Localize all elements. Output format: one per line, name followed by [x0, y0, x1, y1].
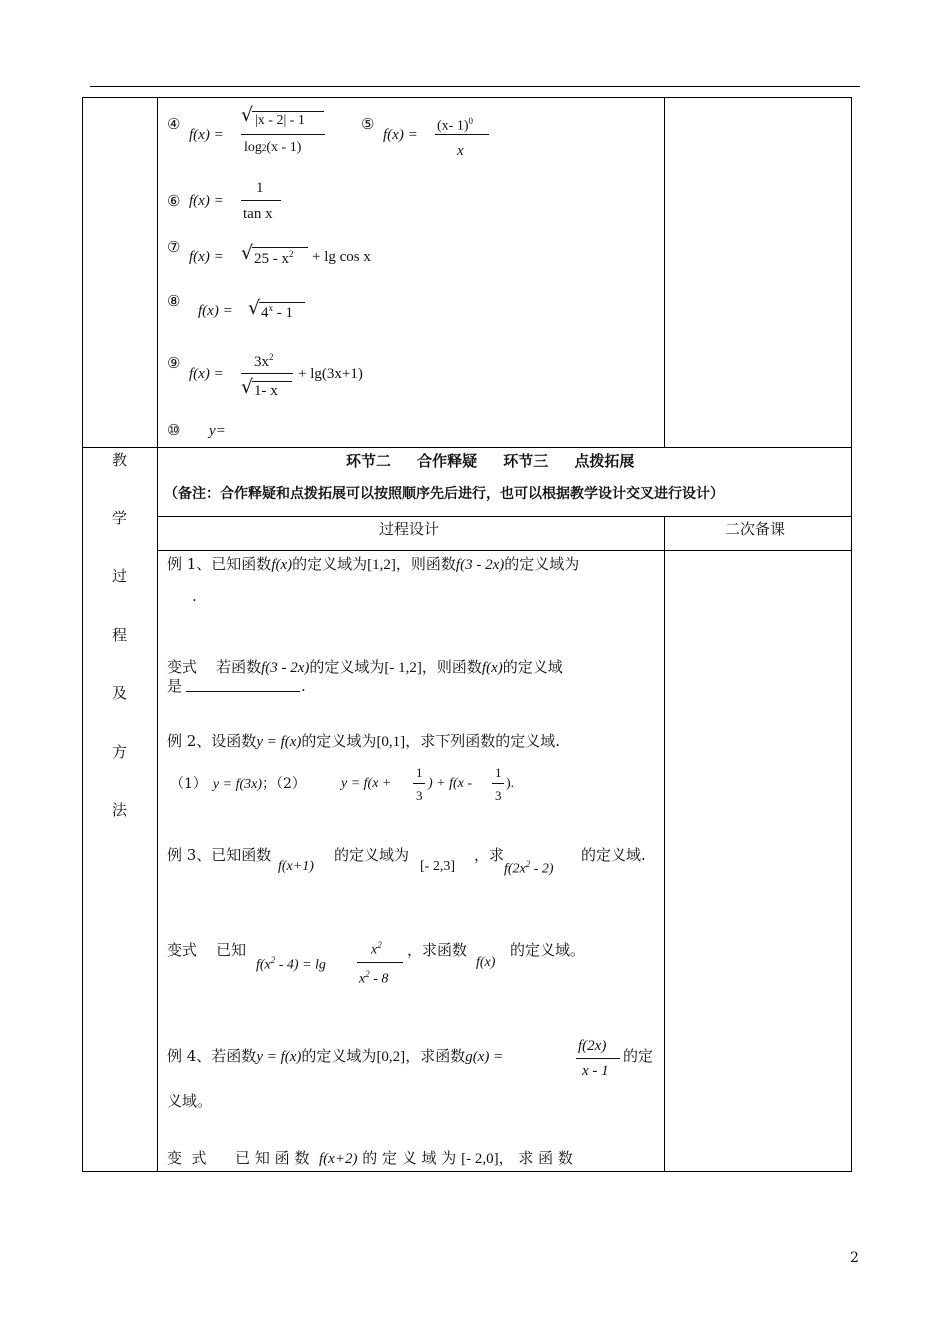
example2-part1: （1） y = f(3x)；（2） [170, 776, 306, 792]
item6-numerator: 1 [256, 180, 264, 196]
example1-line: 例 1、已知函数f(x)的定义域为[1,2]，则函数f(3 - 2x)的定义域为 [167, 555, 580, 573]
item7-tail: + lg cos x [312, 249, 371, 265]
item8-radicand: 4$^x$ - 1 [261, 303, 293, 321]
item5-mark: ⑤ [361, 115, 375, 133]
item4-mark: ④ [167, 115, 181, 133]
example2-part2-a: y = f(x + [341, 776, 392, 791]
left-label-char: 程 [112, 626, 128, 644]
example4-line: 例 4、若函数y = f(x)的定义域为[0,2]，求函数g(x) = [167, 1047, 504, 1065]
example4-e: 义域。 [167, 1092, 213, 1110]
section-note: （备注：合作释疑和点拨拓展可以按照顺序先后进行，也可以根据教学设计交叉进行设计） [164, 486, 724, 502]
item4-radical-bar [252, 111, 324, 112]
example3-g: $f(2x^2 - 2)$ [504, 859, 554, 877]
example3-f: f(x+1) [278, 859, 314, 874]
variant2-den: $x^2 - 8$ [359, 969, 389, 987]
left-label-char: 及 [112, 684, 128, 702]
variant1-end: . [301, 677, 306, 695]
item7-radical-sign: √ [241, 242, 254, 264]
item9-mark: ⑨ [167, 354, 181, 372]
item6-lhs: f(x) = [189, 193, 224, 209]
item9-denominator: 1- x [254, 383, 278, 399]
item4-radical-sign: √ [241, 104, 254, 126]
example2-frac2-den: 3 [495, 788, 502, 803]
column-header-backup: 二次备课 [725, 520, 786, 538]
example2-part2-c: ). [506, 776, 515, 791]
item4-fraction-bar [241, 134, 325, 135]
example1-end-dot: . [192, 587, 197, 605]
item6-mark: ⑥ [167, 192, 181, 210]
item6-fraction-bar [241, 200, 281, 201]
item4-denominator: log2(x - 1) [244, 140, 302, 155]
variant3-line: 变 式 已 知 函 数 f(x+2) 的 定 义 域 为 [- 2,0]， 求 函 数 [167, 1149, 573, 1167]
example4-d: 的定 [623, 1047, 654, 1065]
item7-lhs: f(x) = [189, 249, 224, 265]
item9-numerator: $3x^2$ [254, 352, 274, 370]
variant1-line: 变式 若函数f(3 - 2x)的定义域为[- 1,2]，则函数f(x)的定义域 [167, 658, 563, 676]
section-heading: 环节二 合作释疑 环节三 点拨拓展 [346, 452, 635, 470]
item4-numerator: |x - 2| - 1 [255, 113, 305, 128]
page-number: 2 [850, 1250, 859, 1266]
item8-radical-bar [259, 302, 305, 303]
item8-mark: ⑧ [167, 292, 181, 310]
example2-frac1-bar [413, 783, 425, 784]
item6-denominator: tan x [243, 206, 273, 222]
variant2-f: f(x) [476, 955, 496, 970]
item8-lhs: f(x) = [198, 303, 233, 319]
header-rule [90, 86, 860, 87]
example4-den: x - 1 [582, 1063, 609, 1079]
example3-set: [- 2,3] [420, 859, 455, 874]
row-divider-section [82, 447, 852, 448]
left-label-char: 学 [112, 509, 128, 527]
item5-denominator: x [457, 143, 464, 159]
item10-mark: ⑩ [167, 421, 181, 439]
variant2-b: ，求函数 [407, 941, 468, 959]
item10-text: y= [209, 423, 226, 439]
example2-frac2-num: 1 [495, 765, 502, 780]
example2-line: 例 2、设函数y = f(x)的定义域为[0,1]，求下列函数的定义域. [167, 732, 560, 750]
left-label-char: 方 [112, 743, 128, 761]
item8-radical-sign: √ [248, 297, 261, 319]
item7-radicand: $25 - x^2$ [254, 249, 294, 267]
example2-part2-b: ) + f(x - [428, 776, 473, 791]
example2-frac2-bar [492, 783, 504, 784]
variant1-answer-blank [186, 691, 300, 692]
item7-mark: ⑦ [167, 238, 181, 256]
variant2-a: 变式 已知 [167, 941, 247, 959]
item9-lhs: f(x) = [189, 366, 224, 382]
row-divider-header [157, 516, 852, 517]
item9-fraction-bar [241, 373, 293, 374]
item9-radical-bar [252, 381, 292, 382]
row-divider-colhead [157, 550, 852, 551]
example3-c: ，求 [474, 846, 505, 864]
variant2-lhs: $f(x^2 - 4) = \lg$ [256, 955, 326, 973]
col-divider-right-bottom [664, 516, 665, 1172]
item5-lhs: f(x) = [383, 127, 418, 143]
variant2-fraction-bar [357, 962, 403, 963]
item7-radical-bar [252, 247, 308, 248]
left-label-char: 教 [112, 451, 128, 469]
example4-fraction-bar [576, 1058, 620, 1059]
example4-num: f(2x) [578, 1038, 607, 1054]
example3-d: 的定义域. [581, 846, 646, 864]
example2-frac1-den: 3 [416, 788, 423, 803]
variant2-c: 的定义域。 [510, 941, 586, 959]
left-label-char: 法 [112, 801, 128, 819]
example3-a: 例 3、已知函数 [167, 846, 272, 864]
item9-radical-sign: √ [241, 376, 254, 398]
col-divider-right-top [664, 97, 665, 447]
variant1-line2: 是 [167, 677, 183, 695]
item4-lhs: f(x) = [189, 127, 224, 143]
column-header-process: 过程设计 [379, 520, 440, 538]
item5-fraction-bar [435, 134, 489, 135]
left-label-char: 过 [112, 567, 128, 585]
item5-numerator: (x- 1)$^0$ [437, 116, 473, 134]
example2-frac1-num: 1 [416, 765, 423, 780]
variant2-num: $x^2$ [371, 940, 382, 958]
example3-b: 的定义域为 [334, 846, 410, 864]
item9-tail: + lg(3x+1) [298, 366, 363, 382]
col-divider-left [157, 97, 158, 1172]
